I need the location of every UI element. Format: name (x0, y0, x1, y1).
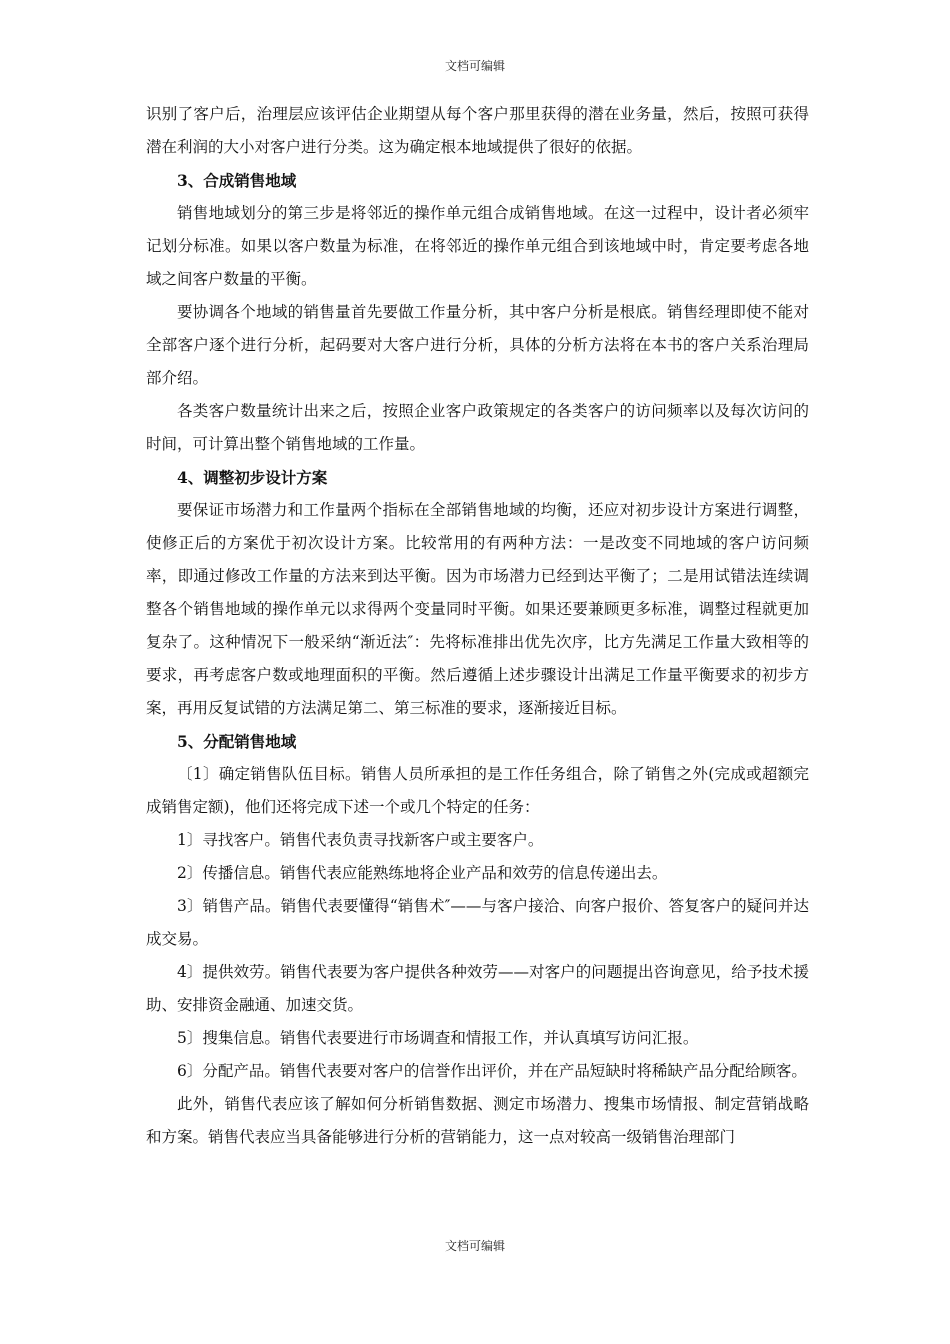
list-item: 3〕销售产品。销售代表要懂得“销售术″——与客户接洽、向客户报价、答复客户的疑问并达成交易。 (146, 897, 809, 948)
section-heading: 4、调整初步设计方案 (177, 468, 328, 487)
list-item: 2〕传播信息。销售代表应能熟练地将企业产品和效劳的信息传递出去。 (177, 864, 668, 882)
section-heading: 3、合成销售地域 (177, 171, 297, 190)
list-item: 1〕寻找客户。销售代表负责寻找新客户或主要客户。 (177, 831, 544, 849)
paragraph: 要协调各个地域的销售量首先要做工作量分析，其中客户分析是根底。销售经理即使不能对全部客户逐个进行分析，起码要对大客户进行分析，具体的分析方法将在本书的客户关系治理局部介绍。 (146, 303, 809, 387)
paragraph: 此外，销售代表应该了解如何分析销售数据、测定市场潜力、搜集市场情报、制定营销战略和方案。销售代表应当具备能够进行分析的营销能力，这一点对较高一级销售治理部门 (146, 1095, 809, 1146)
list-item: 4〕提供效劳。销售代表要为客户提供各种效劳——对客户的问题提出咨询意见，给予技术援助、安排资金融通、加速交货。 (146, 963, 809, 1014)
section-heading: 5、分配销售地域 (177, 732, 297, 751)
paragraph: 要保证市场潜力和工作量两个指标在全部销售地域的均衡，还应对初步设计方案进行调整，使修正后的方案优于初次设计方案。比较常用的有两种方法：一是改变不同地域的客户访问频率，即通过修改工作量的方法来到达平衡。因为市场潜力已经到达平衡了；二是用试错法连续调整各个销售地域的操作单元以求得两个变量同时平衡。如果还要兼顾更多标准，调整过程就更加复杂了。这种情况下一般采纳“渐近法″：先将标准排出优先次序，比方先满足工作量大致相等的要求，再考虑客户数或地理面积的平衡。然后遵循上述步骤设计出满足工作量平衡要求的初步方案，再用反复试错的方法满足第二、第三标准的要求，逐渐接近目标。 (146, 501, 809, 717)
paragraph: 识别了客户后，治理层应该评估企业期望从每个客户那里获得的潜在业务量，然后，按照可获得潜在利润的大小对客户进行分类。这为确定根本地域提供了很好的依据。 (146, 105, 809, 156)
page-footer: 文档可编辑 (444, 1239, 505, 1253)
list-item: 6〕分配产品。销售代表要对客户的信誉作出评价，并在产品短缺时将稀缺产品分配给顾客。 (177, 1062, 807, 1080)
page-header: 文档可编辑 (444, 59, 505, 73)
paragraph: 销售地域划分的第三步是将邻近的操作单元组合成销售地域。在这一过程中，设计者必须牢记划分标准。如果以客户数量为标准，在将邻近的操作单元组合到该地域中时，肯定要考虑各地域之间客户数量的平衡。 (146, 204, 809, 288)
paragraph: 各类客户数量统计出来之后，按照企业客户政策规定的各类客户的访问频率以及每次访问的时间，可计算出整个销售地域的工作量。 (146, 402, 809, 453)
list-item: 5〕搜集信息。销售代表要进行市场调查和情报工作，并认真填写访问汇报。 (177, 1029, 699, 1047)
document-body (146, 98, 809, 1154)
paragraph: 〔1〕确定销售队伍目标。销售人员所承担的是工作任务组合，除了销售之外(完成或超额完成销售定额)，他们还将完成下述一个或几个特定的任务： (146, 765, 809, 816)
